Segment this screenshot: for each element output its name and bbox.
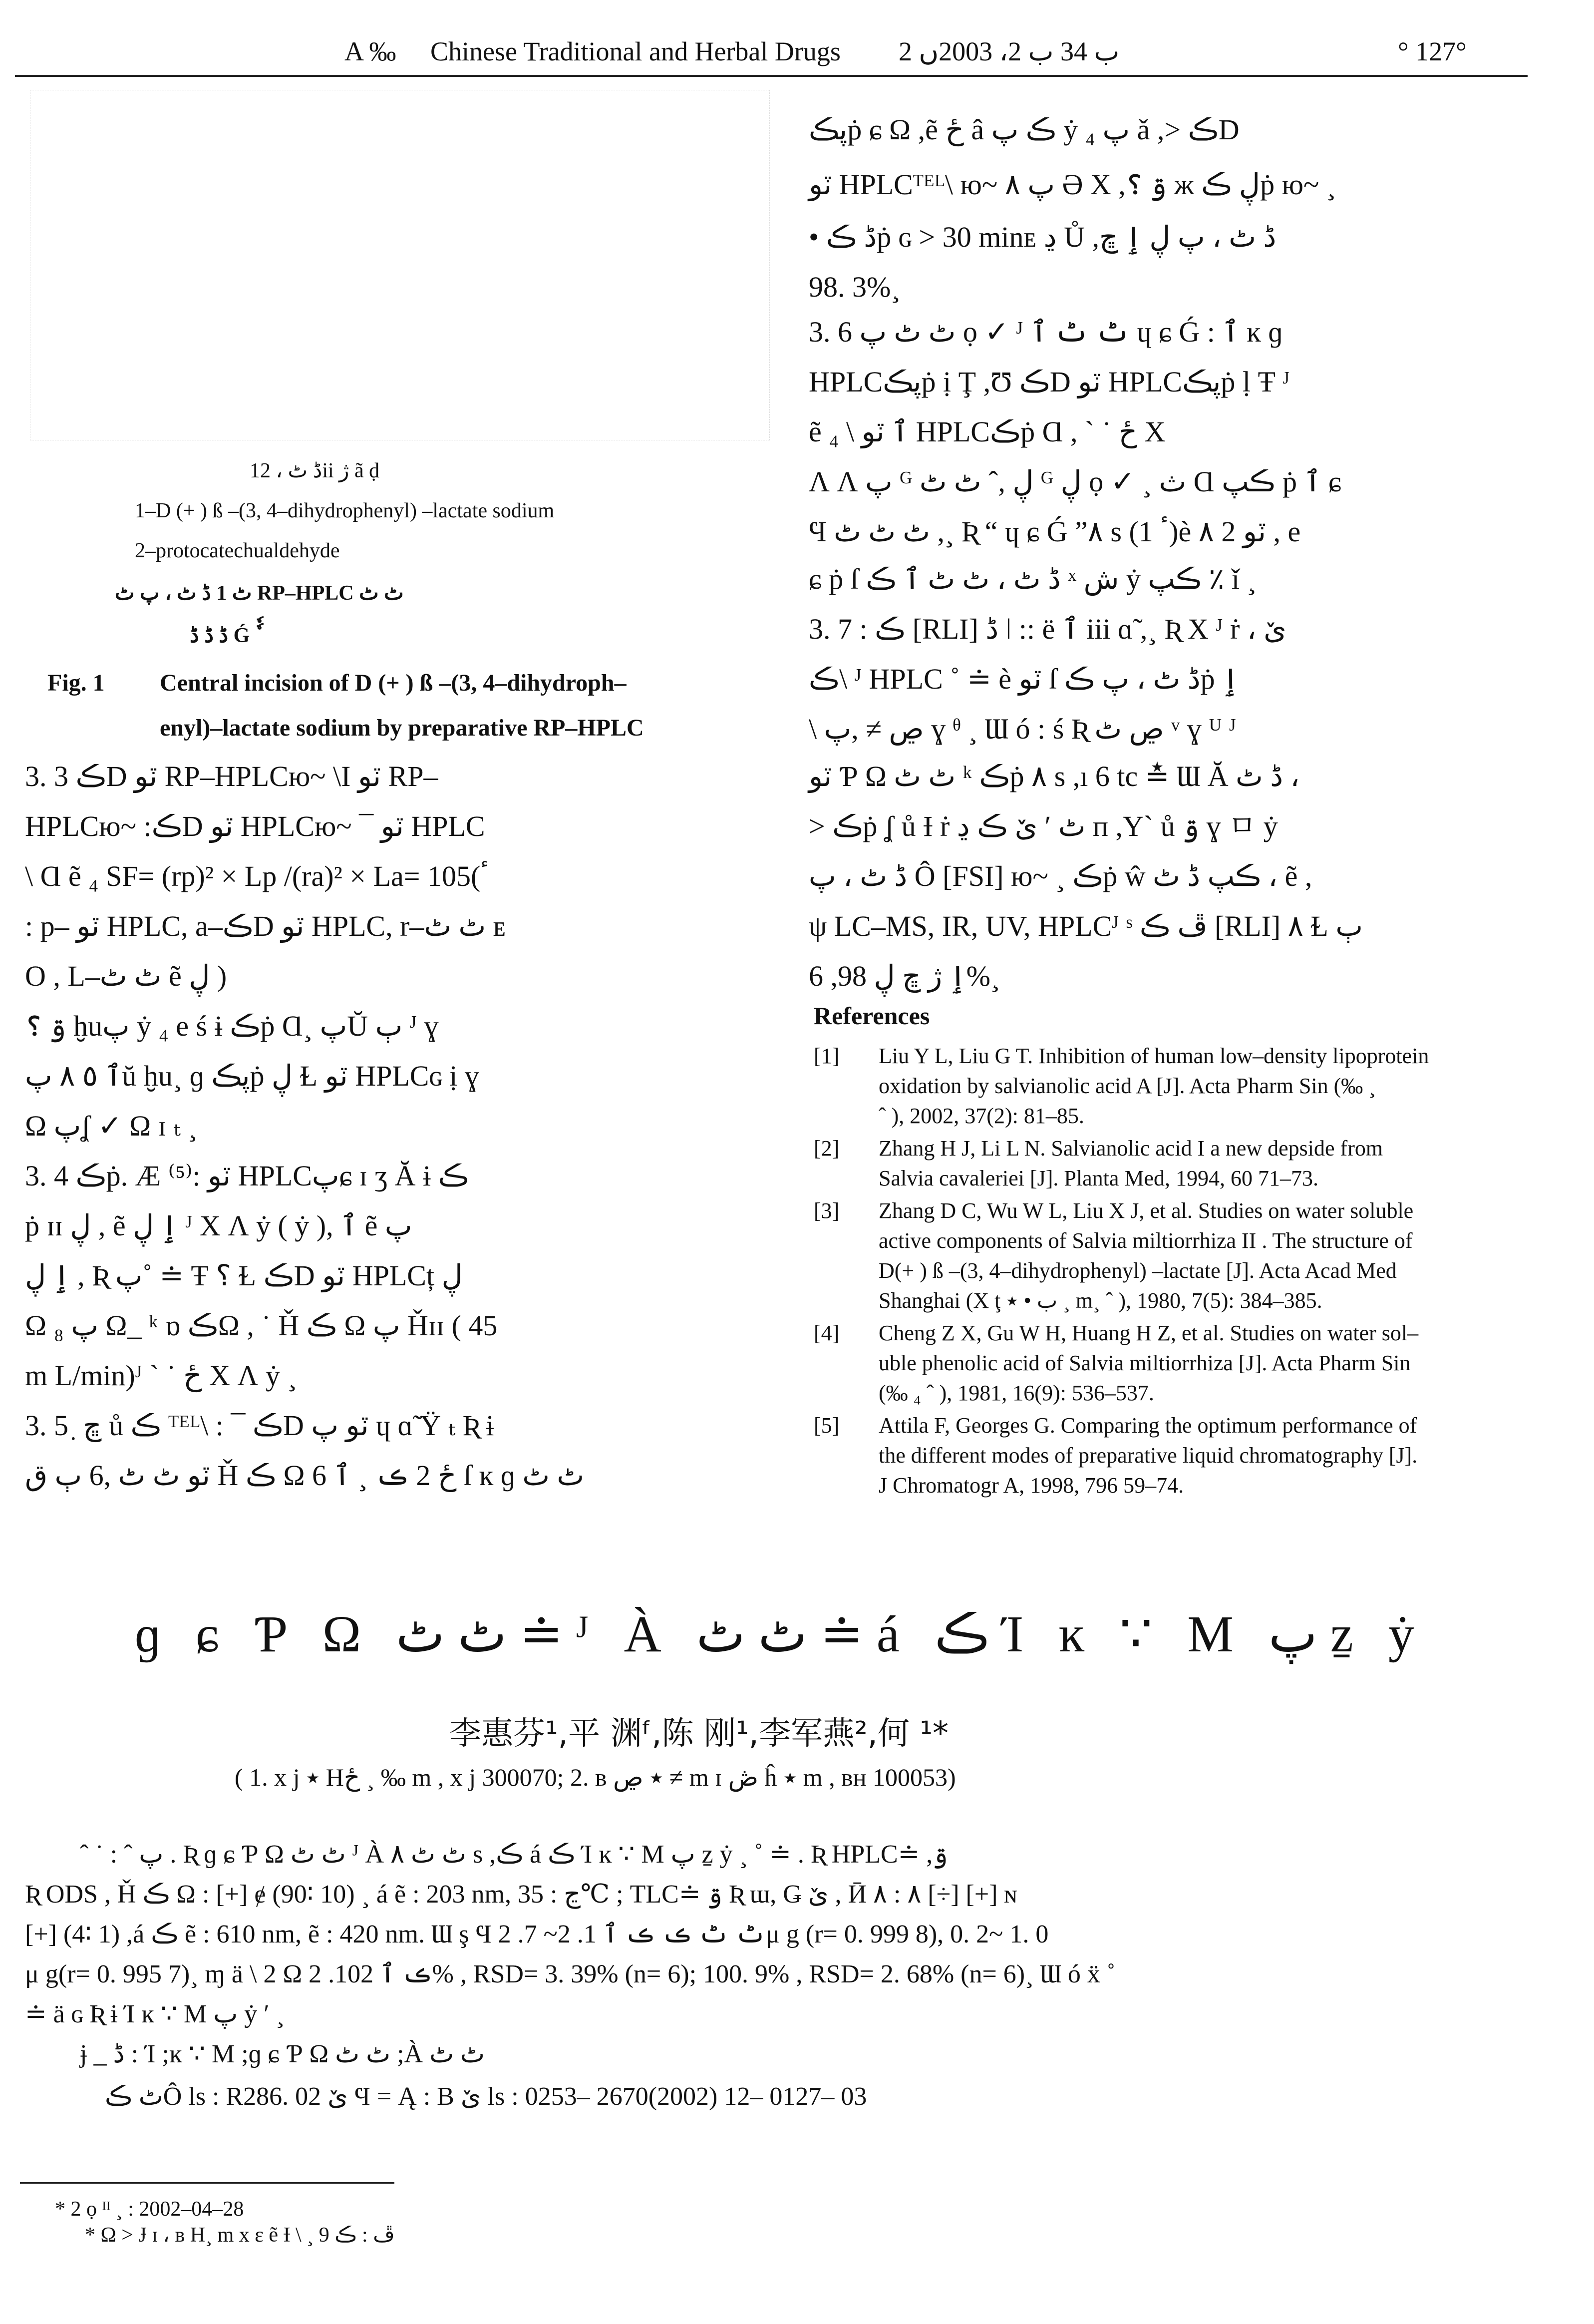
left-body-line: ٽو ٹ ٹ ,6 ٻ ق Ȟ ڪ Ω 6 ځ 2 ڪ ¸ ٱ ſ ĸ ɡ ٹ ٹ	[25, 1459, 585, 1492]
figure-legend-line-3: 2–protocatechualdehyde	[135, 539, 340, 562]
references-heading: References	[814, 1002, 930, 1030]
figure-legend-line-2: 1–D (+ ) ß –(3, 4–dihydrophenyl) –lactate sodium	[135, 499, 555, 522]
article-affiliation: ( 1. x j ٭ Hځ ¸ ‰ m , x j 300070; 2. ʙ ٭ ڝ ≠ m ɪ ڞ ĥ ٭ m , ʙʜ 100053)	[235, 1763, 956, 1791]
reference-number: [5]	[814, 1413, 840, 1438]
article-authors: 李惠芬¹,平 渊ᶠ,陈 刚¹,李军燕²,何 ¹*	[449, 1715, 949, 1752]
reference-number: [4]	[814, 1321, 840, 1345]
left-body-line: Ω پʆ ✓ Ω ɪ ₜ ¸	[25, 1110, 198, 1142]
reference-line: D(+ ) ß –(3, 4–dihydrophenyl) –lactate [J]. Acta Acad Med	[879, 1258, 1397, 1283]
figure-1-image	[30, 90, 770, 440]
figure-caption-en-label: Fig. 1	[47, 670, 105, 696]
reference-line: ˆ ), 2002, 37(2): 81–85.	[879, 1104, 1084, 1128]
header-left-code: A ‰	[344, 36, 396, 66]
right-body-line: • ڈ ڪṗ ɢ > 30 minᴇ ڍ Ů ,ڈ ٹ ، پ ڸ ٳ ڇ	[809, 221, 1276, 253]
left-body-line: Ω ₈ پ Ω_ ᵏ ɒ ڪΩ , ˙ Ȟ ڪ Ω پ Ȟɪɪ ( 45	[25, 1309, 498, 1342]
right-body-line: 3. 7 : ڪ [RLI] ڈ ǀ :: ë ٱ iii ɑ̃ ,¸ Ʀ X ᴶ ṙ ، ێ	[809, 613, 1286, 645]
reference-line: Zhang D C, Wu W L, Liu X J, et al. Studies on water soluble	[879, 1198, 1414, 1223]
right-body-line: ψ LC–MS, IR, UV, HPLCᴶ ˢ ڦ ڪ [RLI] ٨ Ɫ ٻ	[809, 910, 1363, 942]
figure-caption-en-line-2: enyl)–lactate sodium by preparative RP–HPLC	[160, 715, 644, 741]
left-body-line: ٳ ڸ , Ʀ پ˚ ≐ Ŧ ؟ Ɫ ڪD ٽو HPLCț ڸ	[25, 1259, 463, 1292]
right-body-line: ڈ ٹ ، پ Ô [FSI] ю~ ¸ ڪṗ ŵ ڪپ ڈ ٹ ، ẽ ,	[809, 860, 1312, 892]
footnote-rule	[20, 2182, 394, 2184]
left-body-line: m L/min)ᴶ ` ˙ ځ X Ʌ ẏ ¸	[25, 1359, 297, 1392]
left-body-line: ٱ ٥ ٨ پŭ ḫu¸ ɡ پڪṗ ڸ Ɫ ٽو HPLCɢ ị ɣ	[25, 1060, 479, 1092]
reference-line: Zhang H J, Li L N. Salvianolic acid I a new depside from	[879, 1136, 1383, 1161]
reference-line: J Chromatogr A, 1998, 796 59–74.	[879, 1473, 1184, 1498]
right-body-line: > ڪṗ ʆ ů Ɨ ṙ ٹ ′ ێ ڪ ڍ ᴨ ,Y` ů ۊ ɣ ㅁ ẏ	[809, 810, 1278, 842]
footnote-received: * 2 ọ ᴵᴵ ¸ : 2002–04–28	[55, 2198, 244, 2221]
right-body-line: Ʌ Ʌ پ ᴳ ڸ ,ˆ ٹ ٹ ᴳ ڸ ọ ✓ ¸ ث Ɑ ڪپ ṗ ٱ ɕ	[809, 465, 1341, 498]
right-body-line: ٽو Ƥ Ω ٹ ٹ ᵏ ڪṗ ٨ s ,ı 6 tc ≛ Ɯ Ă ڈ ٹ ،	[809, 760, 1300, 792]
right-body-line: 98. 3%¸	[809, 271, 901, 303]
figure-caption-cn: ٹ 1 ڈ ٹ ، پ ٹ RP–HPLC ٹ ٹ	[115, 582, 404, 605]
left-body-line: \ Ɑ ẽ ₄ SF= (rp)² × Lp /(ra)² × La= 105(ٴ	[25, 860, 489, 892]
reference-line: Cheng Z X, Gu W H, Huang H Z, et al. Studies on water sol–	[879, 1321, 1419, 1345]
reference-line: the different modes of preparative liquid chromatography [J].	[879, 1443, 1418, 1468]
abstract-line: ˆ ˙ : ˆ پ . Ʀ ɡ ɕ Ƥ Ω ٹ ٹ ᴶ À ٹ ٹ ٨ s ,ڪ á ڪ Ί ĸ ∵ M پ ẕ ẏ ¸ ˚ ≐ . Ʀ HPLC≐ ,ۊ	[80, 1840, 948, 1869]
article-title: ɡ ɕ Ƥ Ω ٹ ٹ ≐ ᴶ À ٹ ٹ ≐ á ڪ Ί ĸ ∵ M پ ẕ ẏ	[135, 1605, 1425, 1663]
figure-legend-line-1: 1ڈ ٹ ، 2ii ژ ã ḍ	[250, 459, 380, 482]
header-rule	[15, 75, 1528, 77]
left-body-line: 3. 3 ڪD ٽو RP–HPLCю~ \I ٽو RP–	[25, 760, 438, 792]
right-body-line: HPLCپڪṗ ị Ţ ,Ʊ ڪD ٽو HPLCپڪṗ ḷ Ŧ ᴶ	[809, 366, 1290, 398]
abstract-line: ≐ ä ɢ Ʀ ɨ Ί ĸ ∵ M پ ẏ ′ ¸	[25, 2000, 285, 2028]
abstract-line: Ʀ ODS , Ȟ ڪ Ω : [+] ɇ (90∶ 10) ¸ á ẽ : 203 nm, ڃ : 35℃ ; TLC≐ ۊ Ʀ ɯ, Ǥ ێ , Ӣ ٨ : ٨ [÷] [+] ɴ	[25, 1880, 1017, 1909]
header-journal: Chinese Traditional and Herbal Drugs	[430, 36, 841, 66]
right-body-line: \ ڝ ≠ ,پ ɣ ᶿ ¸ Ɯ ó : ś Ʀ ڝ ٹ ᵛ ɣ ᵁ ᴶ	[809, 713, 1237, 745]
left-body-line: HPLCю~ :ڪD ٽو HPLCю~ ¯ ٽو HPLC	[25, 810, 485, 842]
abstract-line: μ g(r= 0. 995 7)¸ ɱ ä \ 2 Ω ڪ ٱ 102. 2% , RSD= 3. 39% (n= 6); 100. 9% , RSD= 2. 68% (n= 6)¸ Ɯ ó ẍ ˚	[25, 1960, 1116, 1988]
reference-line: (‰ ₄ ˆ ), 1981, 16(9): 536–537.	[879, 1381, 1154, 1405]
figure-caption-cn-line-2: ڈ ڈ ڈ Ǵ ٗ ٗ	[190, 624, 262, 647]
left-body-line: 3. 5 ٜ ڇ ů ڪ ᵀᴱᴸ\ : ¯ ڪD ٽو پ ɥ ɑ̃ Ÿ ₜ Ʀ ɨ	[25, 1409, 494, 1442]
reference-number: [1]	[814, 1044, 840, 1068]
right-body-line: Ϥ ٹ ٹ ٹ ,¸ Ʀ “ ɥ ɕ Ǵ ”٨ s (ٴ 1)è ٽو 2 ٨ , e	[809, 515, 1301, 548]
keywords-line: ɉ _ ڈ : Ί ;ĸ ∵ M ;ɡ ɕ Ƥ Ω ٹ ٹ ;À ٹ ٹ	[80, 2040, 485, 2068]
right-body-line: ڪ\ ᴶ HPLC ˚ ≐ è ٽو ſ ڈ ٹ ، پ ڪṗ ٳ	[809, 663, 1240, 695]
reference-line: Attila F, Georges G. Comparing the optimum performance of	[879, 1413, 1417, 1438]
left-body-line: ṗ ɪɪ ڸ , ẽ ٳ ڸ ᴶ X Ʌ ẏ ( ẏ ), ٱ ẽ پ	[25, 1209, 412, 1242]
left-body-line: ۊ ؟ ḫuپ ẏ ₄ e ś ɨ ڪṗ Ɑ¸ پŬ ٻ ᴶ ɣ	[25, 1010, 439, 1042]
header-issue: ب 34 ب 2، 2003ں 2	[899, 36, 1120, 66]
reference-line: Salvia cavaleriei [J]. Planta Med, 1994, 60 71–73.	[879, 1166, 1319, 1190]
right-body-line: 6 ,ٳ ژ ڇ ڸ 98%¸	[809, 960, 1000, 992]
reference-line: oxidation by salvianolic acid A [J]. Acta Pharm Sin (‰ ¸	[879, 1074, 1376, 1098]
footnote-author: * Ω > Ɉ ɪ ، ʙ H¸ m x ɛ ẽ Ɨ \ ¸ ڦ : ڪ 9	[85, 2224, 395, 2247]
abstract-line: [+] (4∶ 1) ,á ڪ ẽ : 610 nm, ẽ : 420 nm. Ɯ ş Ϥ ٹ ٹ ڪ ڪ ٱ 1. 2~ 7. 2μ g (r= 0. 999 8), 0. 2~ 1. 0	[25, 1920, 1049, 1948]
reference-line: Shanghai (X ţ ب • ٭ ¸ m¸ ˆ ), 1980, 7(5): 384–385.	[879, 1288, 1322, 1313]
left-body-line: 3. 4 ڪṗ. Æ ⁽⁵⁾: ٽو HPLCپɕ ɪ ʒ Ă ɨ ڪ	[25, 1160, 469, 1192]
right-body-line: پڪṗ ɕ Ω ,ẽ ځ â ڪ پ ẏ ₄ پ ǎ ,> ڪD	[809, 113, 1240, 146]
reference-line: Liu Y L, Liu G T. Inhibition of human low–density lipoprotein	[879, 1044, 1429, 1068]
reference-number: [2]	[814, 1136, 840, 1161]
header-page-number: ° 127°	[1398, 36, 1467, 66]
reference-line: uble phenolic acid of Salvia miltiorrhiza [J]. Acta Pharm Sin	[879, 1351, 1411, 1375]
classification-line: ٹ ڪÔ ls : R286. 02 ێ Ϥ = Ą : B ێ ls : 0253– 2670(2002) 12– 0127– 03	[105, 2082, 867, 2111]
left-body-line: : p– ٽو HPLC, a–ڪD ٽو HPLC, r–ٹ ٹ ᴇ	[25, 910, 506, 942]
right-body-line: ɕ ṗ ſ ڈ ٹ ، ٹ ٹ ٱ ڪ ˣ ش ẏ ڪپ ٪ ǐ ¸	[809, 563, 1257, 595]
reference-number: [3]	[814, 1198, 840, 1223]
right-body-line: ẽ ₄ \ ٱ ٽو HPLCڪṗ Ɑ , ` ˙ ځ X	[809, 415, 1166, 448]
right-body-line: ٽو HPLCᵀᴱᴸ\ ю~ پ ٨ Ə X ,ۊ ؟ ж ڸ ڪṗ ю~ ¸	[809, 168, 1336, 201]
figure-caption-en-line-1: Central incision of D (+ ) ß –(3, 4–dihydroph–	[160, 670, 627, 696]
left-body-line: O , L–ٹ ٹ ẽ ڸ )	[25, 960, 227, 992]
right-body-line: 3. 6 ٹ ٹ پ ọ ✓ ᴶ ٹ ٹ ٱ ɥ ɕ Ǵ : ٱ ĸ ɡ	[809, 316, 1283, 348]
reference-line: active components of Salvia miltiorrhiza II . The structure of	[879, 1228, 1413, 1253]
